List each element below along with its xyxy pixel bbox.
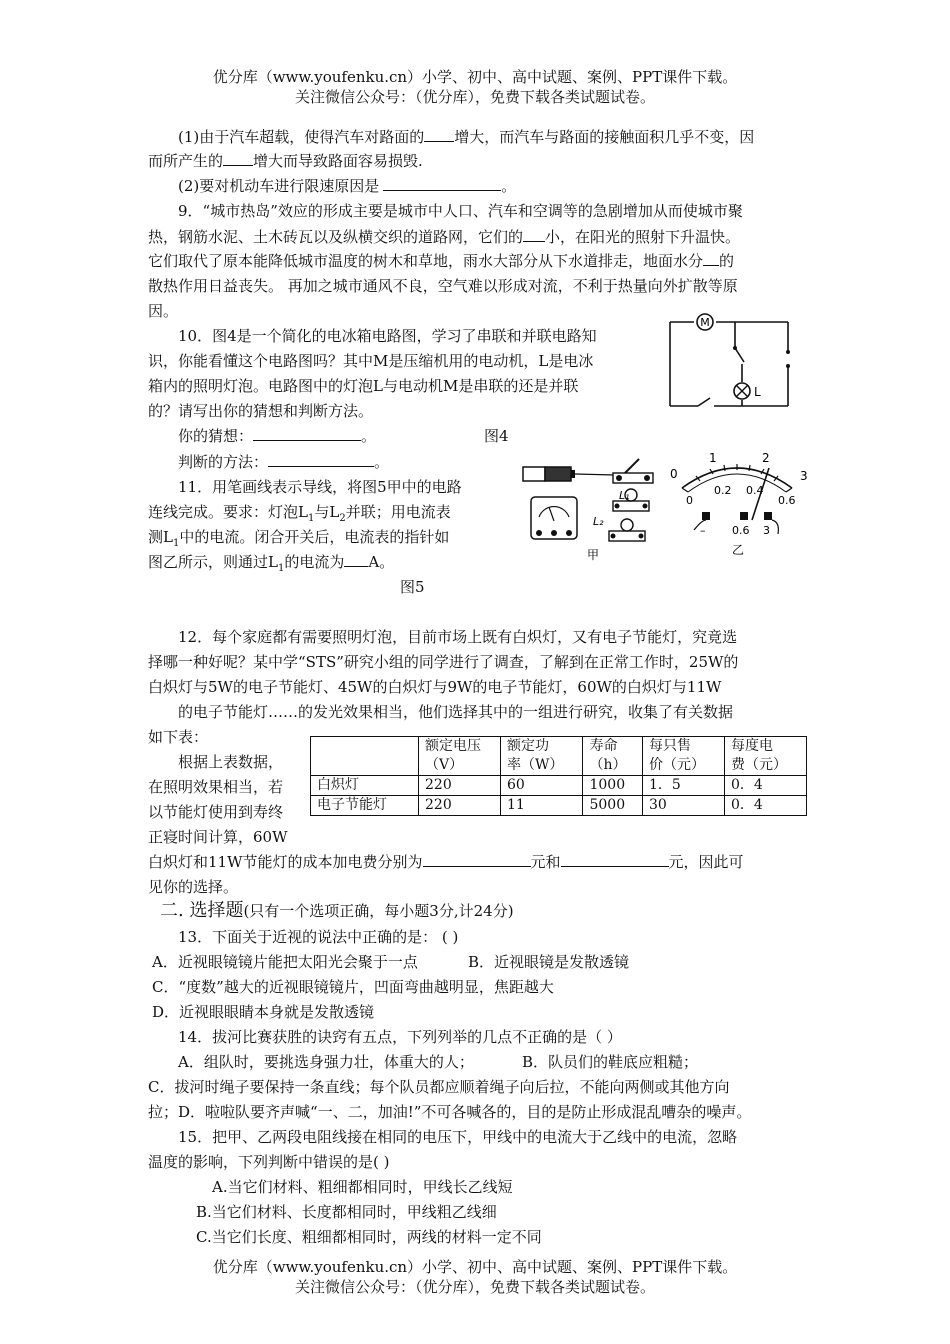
dial-bottom-tick: 0.6 xyxy=(778,494,796,507)
q10-line-4: 的？请写出你的猜想和判断方法。 xyxy=(148,402,374,420)
q12-side-2: 在照明效果相当，若 xyxy=(148,778,284,796)
table-cell: 1000 xyxy=(583,776,642,796)
q15-option-c[interactable]: C.当它们长度、粗细都相同时，两线的材料一定不同 xyxy=(196,1228,542,1246)
table-header-cell: 每度电 费（元） xyxy=(724,737,806,776)
table-cell: 白炽灯 xyxy=(311,776,419,796)
section-2-heading xyxy=(160,900,514,922)
fig5-ammeter-dial xyxy=(662,448,812,558)
q8-blank-2[interactable] xyxy=(223,150,253,166)
q12-blank-2[interactable] xyxy=(561,851,669,867)
q10-method: 判断的方法： 。 xyxy=(178,453,390,471)
q12-line-4: 的电子节能灯……的发光效果相当，他们选择其中的一组进行研究，收集了有关数据 xyxy=(178,703,734,721)
q11-line-2: 连线完成。要求：灯泡$L_1$与$L_2$并联；用电流表 xyxy=(148,503,451,524)
dial-terminal: 3 xyxy=(763,524,770,537)
table-header-cell: 寿命 （h） xyxy=(583,737,642,776)
q10-line-2: 识，你能看懂这个电路图吗？其中M是压缩机用的电动机，L是电冰 xyxy=(148,352,594,370)
q9-line-2: 热，钢筋水泥、土木砖瓦以及纵横交织的道路网，它们的 小，在阳光的照射下升温快。 xyxy=(148,228,741,246)
q12-line-2: 择哪一种好呢？某中学“STS”研究小组的同学进行了调查，了解到在正常工作时，25W的 xyxy=(148,653,739,671)
table-header-cell: 额定电压 （V） xyxy=(419,737,501,776)
q9-blank-1[interactable] xyxy=(523,226,545,242)
lamp-label: L xyxy=(754,385,761,399)
q10-guess-blank[interactable] xyxy=(253,425,361,441)
table-cell: 5000 xyxy=(583,796,642,816)
q8-line-3: (2)要对机动车进行限速原因是 。 xyxy=(178,177,517,195)
q14-stem: 14．拔河比赛获胜的诀窍有五点，下列列举的几点不正确的是（ ） xyxy=(178,1028,622,1046)
q12-side-1: 根据上表数据， xyxy=(178,753,284,771)
table-cell: 0．4 xyxy=(724,796,806,816)
table-row xyxy=(311,796,807,816)
table-row xyxy=(311,776,807,796)
battery-icon xyxy=(523,467,575,481)
q14-option-d[interactable]: 拉；D．啦啦队要齐声喊“一、二，加油!”不可各喊各的，目的是防止形成混乱嘈杂的噪声。 xyxy=(148,1103,752,1121)
table-cell: 电子节能灯 xyxy=(311,796,419,816)
dial-top-tick: 0 xyxy=(670,467,678,481)
table-cell: 0．4 xyxy=(724,776,806,796)
q12-line-1: 12．每个家庭都有需要照明灯泡，目前市场上既有白炽灯，又有电子节能灯，究竟选 xyxy=(178,628,738,646)
q15-option-b[interactable]: B.当它们材料、长度都相同时，甲线粗乙线细 xyxy=(196,1203,497,1221)
table-header-cell: 每只售 价（元） xyxy=(642,737,724,776)
q10-guess: 你的猜想： 。 xyxy=(178,427,377,445)
footer-line-1: 优分库（www.youfenku.cn）小学、初中、高中试题、案例、PPT课件下载。 xyxy=(212,1258,738,1276)
table-cell: 1．5 xyxy=(642,776,724,796)
fig5-caption: 图5 xyxy=(400,578,425,596)
table-header-cell xyxy=(311,737,419,776)
q14-option-a[interactable]: A．组队时，要挑选身强力壮，体重大的人； xyxy=(178,1053,474,1071)
q13-stem: 13．下面关于近视的说法中正确的是： ( ) xyxy=(178,928,459,946)
q8-blank-1[interactable] xyxy=(424,126,454,142)
q9-line-3: 它们取代了原本能降低城市温度的树木和草地，雨水大部分从下水道排走，地面水分 的 xyxy=(148,252,735,270)
q9-line-4: 散热作用日益丧失。 再加之城市通风不良，空气难以形成对流，不利于热量向外扩散等原 xyxy=(148,277,738,295)
q9-line-5: 因。 xyxy=(148,302,179,320)
q14-option-b[interactable]: B．队员们的鞋底应粗糙； xyxy=(522,1053,699,1071)
q14-option-c[interactable]: C．拔河时绳子要保持一条直线；每个队员都应顺着绳子向后拉，不能向两侧或其他方向 xyxy=(148,1078,730,1096)
table-header-row xyxy=(311,737,807,776)
fig5-sub-b: 乙 xyxy=(732,543,745,557)
q11-line-3: 测$L_1$中的电流。闭合开关后，电流表的指针如 xyxy=(148,528,450,549)
q10-line-3: 箱内的照明灯泡。电路图中的灯泡L与电动机M是串联的还是并联 xyxy=(148,377,579,395)
section-2-note: (只有一个选项正确，每小题3分,计24分) xyxy=(243,902,514,920)
q10-line-1: 10．图4是一个简化的电冰箱电路图，学习了串联和并联电路知 xyxy=(178,327,597,345)
q12-line-3: 白炽灯与5W的电子节能灯、45W的白炽灯与9W的电子节能灯，60W的白炽灯与11W xyxy=(148,678,722,696)
q9-blank-2[interactable] xyxy=(703,250,719,266)
ammeter-icon xyxy=(531,497,577,539)
q12-line-6: 白炽灯和11W节能灯的成本加电费分别为 元和 元，因此可 xyxy=(148,853,744,871)
dial-terminal: 0.6 xyxy=(732,524,750,537)
q11-blank[interactable] xyxy=(344,551,368,567)
q13-option-d[interactable]: D．近视眼眼睛本身就是发散透镜 xyxy=(152,1003,375,1021)
q13-option-a[interactable]: A．近视眼镜镜片能把太阳光会聚于一点 xyxy=(152,953,418,971)
q11-line-4: 图乙所示，则通过$L_1$的电流为 A。 xyxy=(148,553,395,574)
fig5-sub-a: 甲 xyxy=(587,548,600,562)
footer-line-2: 关注微信公众号：（优分库），免费下载各类试题试卷。 xyxy=(294,1278,655,1296)
motor-label: M xyxy=(700,316,710,329)
table-cell: 11 xyxy=(501,796,583,816)
fig4-circuit-diagram xyxy=(660,308,800,414)
q8-blank-3[interactable] xyxy=(383,175,501,191)
dial-top-tick: 1 xyxy=(709,451,717,465)
table-cell: 60 xyxy=(501,776,583,796)
q15-option-a[interactable]: A.当它们材料、粗细都相同时，甲线长乙线短 xyxy=(212,1178,513,1196)
header-line-2: 关注微信公众号：（优分库），免费下载各类试题试卷。 xyxy=(294,88,655,106)
table-cell: 220 xyxy=(419,776,501,796)
q15-stem-2: 温度的影响，下列判断中错误的是( ) xyxy=(148,1153,390,1171)
q15-stem-1: 15．把甲、乙两段电阻线接在相同的电压下，甲线中的电流大于乙线中的电流，忽略 xyxy=(178,1128,738,1146)
dial-bottom-tick: 0 xyxy=(686,494,693,507)
fig5-components xyxy=(515,455,665,565)
table-header-cell: 额定功 率（W） xyxy=(501,737,583,776)
q12-line-7: 见你的选择。 xyxy=(148,878,239,896)
header-line-1: 优分库（www.youfenku.cn）小学、初中、高中试题、案例、PPT课件下载。 xyxy=(212,68,738,86)
table-cell: 220 xyxy=(419,796,501,816)
q12-side-3: 以节能灯使用到寿终 xyxy=(148,803,284,821)
dial-top-tick: 3 xyxy=(800,469,808,483)
q10-method-blank[interactable] xyxy=(268,451,374,467)
section-2-title: 二. 选择题 xyxy=(160,900,244,921)
q9-line-1: 9．“城市热岛”效应的形成主要是城市中人口、汽车和空调等的急剧增加从而使城市聚 xyxy=(178,202,743,220)
q12-line-5: 如下表： xyxy=(148,728,209,746)
q12-blank-1[interactable] xyxy=(423,851,531,867)
q13-option-b[interactable]: B．近视眼镜是发散透镜 xyxy=(468,953,630,971)
dial-terminal: – xyxy=(700,524,706,537)
q12-side-4: 正寝时间计算，60W xyxy=(148,828,288,846)
q8-line-2: 而所产生的 增大而导致路面容易损毁. xyxy=(148,152,423,170)
switch-icon xyxy=(613,459,653,483)
dial-bottom-tick: 0.4 xyxy=(746,484,764,497)
q11-line-1: 11．用笔画线表示导线，将图5甲中的电路 xyxy=(178,478,462,496)
q13-option-c[interactable]: C．“度数”越大的近视眼镜镜片，凹面弯曲越明显，焦距越大 xyxy=(152,978,554,996)
dial-top-tick: 2 xyxy=(762,451,770,465)
lamp-l2-label: L₂ xyxy=(593,515,604,528)
table-cell: 30 xyxy=(642,796,724,816)
q8-line-1: (1)由于汽车超载，使得汽车对路面的 增大，而汽车与路面的接触面积几乎不变，因 xyxy=(178,128,755,146)
lamp-data-table xyxy=(310,736,807,816)
fig4-caption: 图4 xyxy=(484,427,509,445)
dial-bottom-tick: 0.2 xyxy=(714,484,732,497)
lamp-l1-label: L₁ xyxy=(619,489,630,502)
lamp-l2-icon xyxy=(609,519,645,541)
